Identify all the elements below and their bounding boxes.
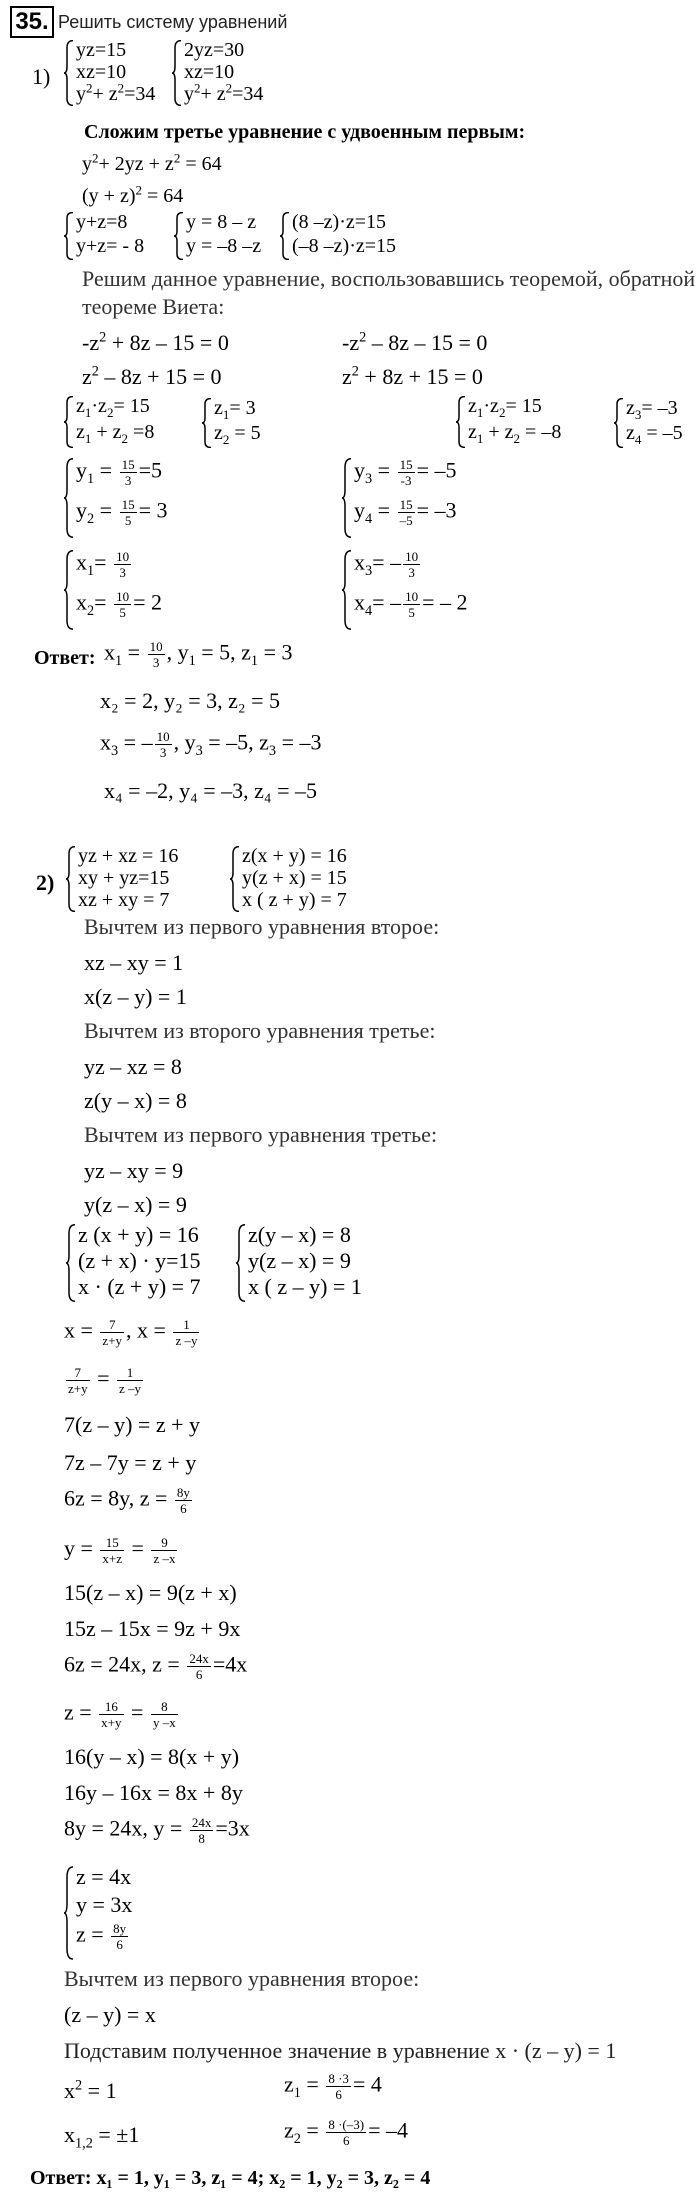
equation: 2yz=30: [184, 39, 245, 61]
equation: y = 3x: [76, 1892, 133, 1917]
answer-label: Ответ:: [34, 647, 96, 669]
fraction: $\frac{7}{z+y}$: [102, 1317, 123, 1348]
part2-system-original: [66, 846, 178, 912]
equation: $y^2+ z^2=34$: [76, 80, 156, 105]
equation: z (x + y) = 16: [78, 1222, 199, 1247]
final-answer: Ответ: x₁ = 1, y₁ = 3, z₁ = 4; x₂ = 1, y₂ = 3, z₂ = 4: [30, 2167, 431, 2189]
brace-icon: [342, 550, 352, 630]
fraction: $\frac{10}{3}$: [116, 549, 130, 580]
brace-icon: [342, 458, 352, 538]
fraction: $\frac{15}{-5}$: [399, 497, 413, 528]
equation: $\frac{7}{z+y}$ = $\frac{1}{z -y}$: [68, 1365, 142, 1396]
fraction: $\frac{15}{-3}$: [399, 457, 413, 488]
equation: $z^2 + 8z + 15 = 0$: [342, 363, 483, 389]
brace-icon: [66, 846, 76, 912]
fraction: $\frac{10}{5}$: [405, 589, 419, 620]
system: [456, 396, 561, 448]
system: [236, 1224, 362, 1302]
equation: $z_3= -3$: [626, 397, 678, 422]
fraction: $\frac{8y}{6}$: [113, 1921, 127, 1952]
equation: $x_2=$ $\frac{10}{5}$ = 2: [76, 589, 162, 620]
equation: x ( z + y) = 7: [242, 889, 347, 911]
brace-icon: [614, 398, 624, 448]
equation: x = $\frac{7}{z+y}$ , x = $\frac{1}{z -y}$: [64, 1317, 198, 1348]
system: [202, 398, 261, 448]
equation: (z – y) = x: [64, 2002, 156, 2027]
equation: $x_3=$ – $\frac{10}{3}$: [354, 549, 419, 580]
equation: 16(y – x) = 8(x + y): [64, 1744, 240, 1769]
equation: 8y = 24x, y = $\frac{24x}{8}$ =3x: [64, 1815, 250, 1846]
equation: (–8 –z)·z=15: [292, 235, 397, 257]
equation: $x_1=$ $\frac{10}{3}$: [76, 549, 130, 580]
equation: $y_2$ = $\frac{15}{5}$ = 3: [76, 497, 168, 528]
equation: y(z + x) = 15: [242, 867, 347, 889]
step-text: Вычтем из первого уравнения третье:: [84, 1122, 438, 1147]
fraction: $\frac{15}{5}$: [121, 497, 135, 528]
equation: y = $\frac{15}{x+z}$ = $\frac{9}{z -x}$: [64, 1535, 176, 1566]
fraction: $\frac{1}{z -y}$: [175, 1317, 198, 1348]
fraction: $\frac{10}{5}$: [116, 589, 130, 620]
equation: $y^2+ z^2=34$: [184, 80, 264, 105]
fraction: $\frac{1}{z -y}$: [119, 1365, 142, 1396]
equation: x(z – y) = 1: [84, 984, 187, 1009]
problem-title: Решить систему уравнений: [58, 12, 288, 32]
equation: xz + xy = 7: [78, 889, 170, 911]
system: [174, 212, 261, 260]
fraction: $\frac{24x}{8}$: [191, 1815, 212, 1846]
equation: 6z = 8y, z = $\frac{8y}{6}$: [64, 1485, 190, 1516]
brace-icon: [280, 212, 290, 260]
brace-icon: [236, 1224, 246, 1302]
equation: $-z^2 - 8z - 15 = 0$: [342, 329, 488, 355]
fraction: $\frac{8 \cdot 3}{6}$: [328, 2071, 349, 2102]
brace-icon: [456, 396, 466, 448]
equation: $x_{1,2} = \pm 1$: [64, 2122, 140, 2152]
equation: z(x + y) = 16: [242, 845, 347, 867]
equation: $y_4$ = $\frac{15}{-5}$ = –3: [354, 497, 457, 528]
equation: 7(z – y) = z + y: [64, 1412, 200, 1437]
fraction: $\frac{15}{x+z}$: [102, 1535, 123, 1566]
equation: $-z^2 + 8z - 15 = 0$: [82, 329, 229, 355]
part1-system-original: [64, 40, 155, 106]
brace-icon: [230, 846, 240, 912]
equation: z = $\frac{16}{x+y}$ = $\frac{8}{y -x}$: [64, 1699, 176, 1730]
system: [64, 1866, 132, 1960]
equation: $z_1$ = $\frac{8 \cdot 3}{6}$ = 4: [284, 2071, 382, 2102]
system: [66, 1224, 201, 1302]
step-text: теореме Виета:: [82, 294, 225, 319]
equation: y = –8 –z: [186, 235, 262, 257]
system: [64, 212, 144, 260]
brace-icon: [64, 458, 74, 538]
equation: xz – xy = 1: [84, 950, 184, 975]
fraction: $\frac{10}{3}$: [149, 639, 163, 670]
system: [342, 550, 468, 630]
equation: $y^2+ 2yz + z^2 = 64$: [82, 150, 222, 175]
equation: yz + xz = 16: [78, 845, 179, 867]
answer-line: x₄ = –2, y₄ = –3, z₄ = –5: [104, 778, 317, 803]
equation: z = $\frac{8y}{6}$: [76, 1921, 127, 1952]
equation: y+z= - 8: [76, 235, 145, 257]
brace-icon: [172, 40, 182, 106]
equation: xy + yz=15: [78, 867, 170, 889]
equation: $x^2 = 1$: [64, 2077, 117, 2103]
fraction: $\frac{7}{z+y}$: [68, 1365, 88, 1396]
brace-icon: [64, 40, 74, 106]
step-text: Вычтем из второго уравнения третье:: [84, 1018, 436, 1043]
brace-icon: [64, 550, 74, 630]
equation: z(y – x) = 8: [248, 1222, 351, 1247]
equation: $z_1 + z_2 =8$: [76, 421, 155, 446]
fraction: $\frac{8 \cdot(-3)}{6}$: [328, 2117, 365, 2148]
equation: xz=10: [184, 61, 235, 83]
equation: $y_1$ = $\frac{15}{3}$ =5: [76, 457, 162, 488]
equation: 15z – 15x = 9z + 9x: [64, 1616, 241, 1641]
equation: $z_2$ = $\frac{8 \cdot(-3)}{6}$ = –4: [284, 2117, 409, 2148]
equation: $z_4 = -5$: [626, 422, 683, 447]
answer-line: x₂ = 2, y₂ = 3, z₂ = 5: [100, 688, 280, 713]
step-text: Вычтем из первого уравнения второе:: [64, 1966, 420, 1991]
equation: (8 –z)·z=15: [292, 211, 387, 233]
equation: z = 4x: [76, 1864, 132, 1889]
equation: $z_1\cdot z_2= 15$: [76, 395, 150, 420]
part2-label: 2): [36, 870, 55, 895]
equation: $z_2 = 5$: [214, 422, 261, 447]
equation: yz – xz = 8: [84, 1054, 182, 1079]
step-text: Решим данное уравнение, воспользовавшись теоремой, обратной: [82, 266, 696, 291]
equation: 15(z – x) = 9(z + x): [64, 1580, 237, 1605]
equation: y = 8 – z: [186, 211, 257, 233]
equation: x · (z + y) = 7: [78, 1274, 201, 1299]
brace-icon: [174, 212, 184, 260]
equation: x ( z – y) = 1: [248, 1274, 362, 1299]
equation: $z_1 + z_2 = -8$: [468, 421, 562, 446]
part1-system-doubled: [172, 40, 263, 106]
step-text: Подставим полученное значение в уравнение x · (z – y) = 1: [64, 2038, 617, 2063]
step-text: Вычтем из первого уравнения второе:: [84, 914, 440, 939]
fraction: $\frac{16}{x+y}$: [101, 1699, 122, 1730]
equation: yz – xy = 9: [84, 1158, 184, 1183]
equation: 6z = 24x, z = $\frac{24x}{6}$ =4x: [64, 1651, 248, 1682]
equation: z(y – x) = 8: [84, 1088, 187, 1113]
fraction: $\frac{9}{z -x}$: [153, 1535, 176, 1566]
equation: $z_1= 3$: [214, 397, 256, 422]
equation: 16y – 16x = 8x + 8y: [64, 1780, 243, 1805]
system: [64, 396, 154, 448]
system: [280, 212, 396, 260]
equation: y(z – x) = 9: [84, 1192, 187, 1217]
equation: yz=15: [76, 39, 127, 61]
system: [342, 458, 457, 538]
fraction: $\frac{15}{3}$: [121, 457, 135, 488]
equation: $(y + z)^2 = 64$: [82, 182, 184, 207]
fraction: $\frac{24x}{6}$: [189, 1651, 209, 1682]
brace-icon: [64, 396, 74, 448]
system: [64, 550, 162, 630]
fraction: $\frac{8}{y -x}$: [152, 1699, 176, 1730]
equation: y+z=8: [76, 211, 128, 233]
brace-icon: [66, 1224, 76, 1302]
fraction: $\frac{8y}{6}$: [176, 1485, 190, 1516]
equation: 7z – 7y = z + y: [64, 1450, 197, 1475]
answer-line: $x_3$ = – $\frac{10}{3}$ , $y_3 = -5$, $z_3 = -3$: [100, 729, 322, 760]
problem-number: 35.: [10, 6, 54, 38]
fraction: $\frac{10}{3}$: [405, 549, 419, 580]
equation: y(z – x) = 9: [248, 1248, 351, 1273]
brace-icon: [202, 398, 212, 448]
equation: $x_4=$ – $\frac{10}{5}$ = – 2: [354, 589, 468, 620]
equation: $y_3$ = $\frac{15}{-3}$ = –5: [354, 457, 457, 488]
system: [64, 458, 168, 538]
equation: $z_1\cdot z_2= 15$: [468, 395, 542, 420]
part1-label: 1): [32, 64, 51, 89]
answer-line: $x_1$ = $\frac{10}{3}$ , $y_1 = 5$, $z_1 = 3$: [104, 639, 293, 670]
equation: $z^2 - 8z + 15 = 0$: [82, 363, 222, 389]
fraction: $\frac{10}{3}$: [156, 729, 170, 760]
equation: xz=10: [76, 61, 127, 83]
brace-icon: [64, 1866, 74, 1960]
equation: (z + x) · y=15: [78, 1248, 201, 1273]
system: [614, 398, 683, 448]
step-text: Сложим третье уравнение с удвоенным первым:: [84, 121, 526, 143]
part2-system-factored: [230, 846, 347, 912]
brace-icon: [64, 212, 74, 260]
